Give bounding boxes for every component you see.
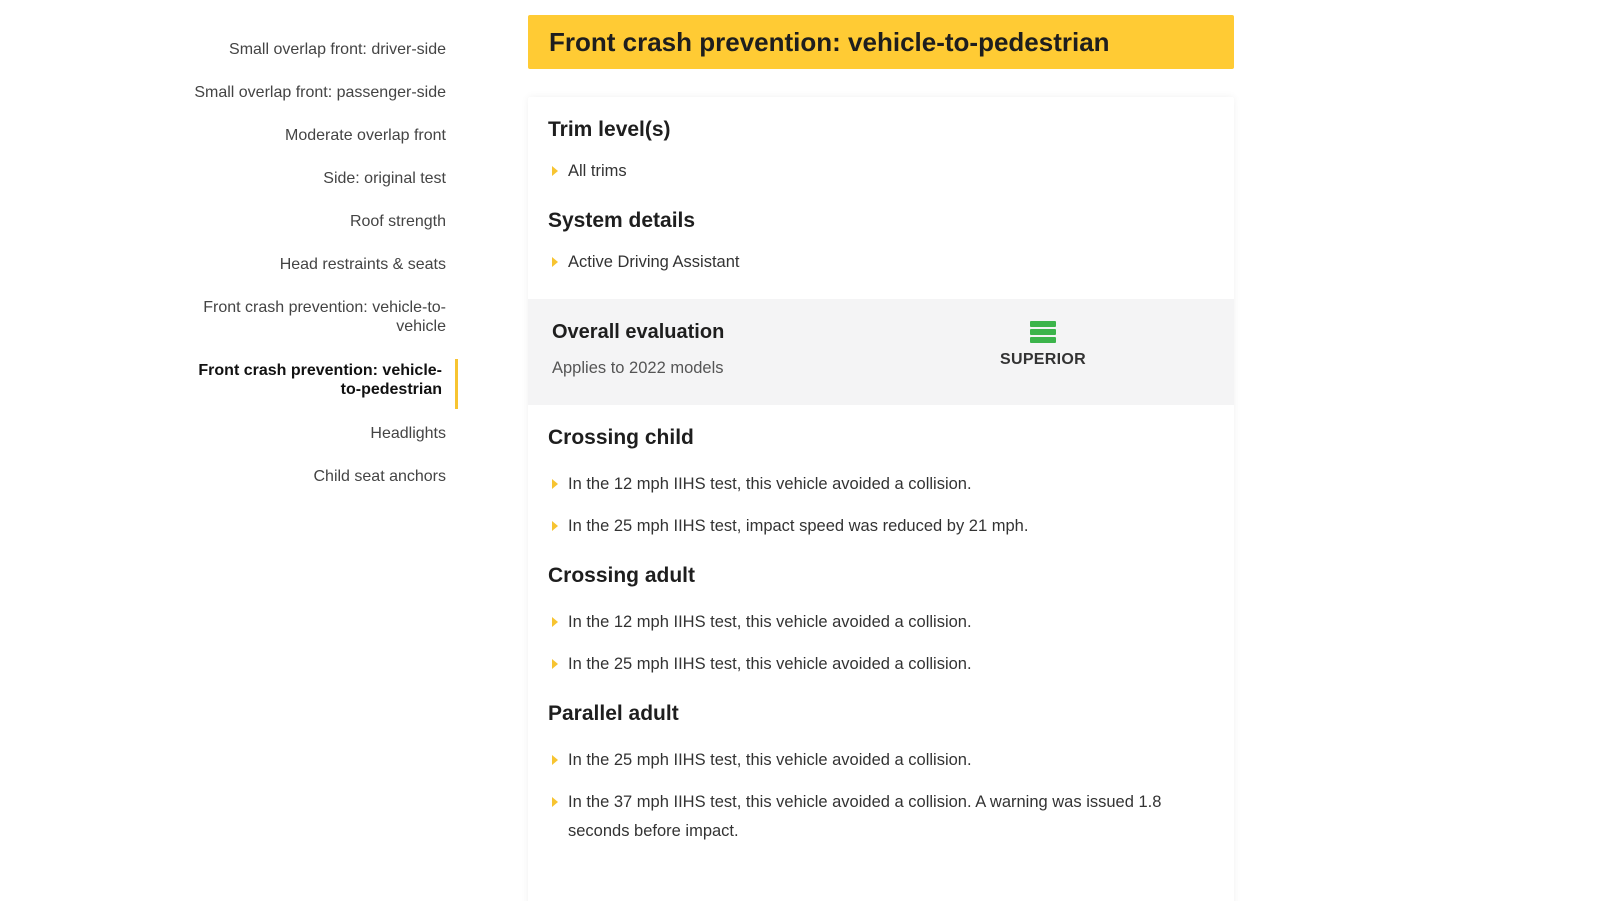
sidebar-item-moderate-overlap[interactable] [0, 126, 458, 145]
list-item-text: In the 12 mph IIHS test, this vehicle avoided a collision. [568, 613, 972, 631]
trim-section [528, 97, 1234, 186]
sidebar-item-fcp-vehicle[interactable] [0, 298, 458, 336]
sidebar-item-label: Head restraints & seats [279, 256, 446, 273]
list-item-text: In the 25 mph IIHS test, this vehicle avoided a collision. [568, 751, 972, 769]
sidebar-item-side-original[interactable] [0, 169, 458, 188]
sidebar-item-fcp-pedestrian[interactable] [0, 361, 458, 399]
sidebar-item-label: Small overlap front: passenger-side [194, 84, 446, 101]
bullet-arrow-icon [552, 521, 558, 531]
rating-badge [988, 321, 1098, 369]
sidebar-item-label: Small overlap front: driver-side [229, 41, 446, 58]
bullet-arrow-icon [552, 257, 558, 267]
section-heading: Trim level(s) [548, 118, 671, 141]
bullet-arrow-icon [552, 797, 558, 807]
list-item [548, 470, 1214, 499]
sidebar-item-small-overlap-passenger[interactable] [0, 83, 458, 102]
section-heading: Crossing adult [548, 564, 696, 587]
sidebar-item-label: Headlights [370, 425, 446, 442]
bullet-arrow-icon [552, 617, 558, 627]
sidebar-item-label: Front crash prevention: vehicle-to-vehicle [203, 299, 446, 335]
system-section [528, 186, 1234, 277]
sidebar-item-headlights[interactable] [0, 424, 458, 443]
sidebar-item-label: Roof strength [349, 213, 446, 230]
bullet-arrow-icon [552, 166, 558, 176]
sidebar-nav [0, 36, 458, 486]
results-card [528, 97, 1234, 901]
sidebar-item-label: Front crash prevention: vehicle-to-pedestrian [198, 362, 442, 398]
sidebar-item-label: Side: original test [323, 170, 446, 187]
sidebar-item-label: Child seat anchors [313, 468, 446, 485]
page-title: Front crash prevention: vehicle-to-pedestrian [528, 15, 1234, 69]
three-bar-rating-icon [1030, 321, 1056, 343]
section-heading: Parallel adult [548, 702, 679, 725]
overall-subtitle: Applies to 2022 models [552, 359, 724, 377]
list-item-text: In the 37 mph IIHS test, this vehicle avoided a collision. A warning was issued 1.8 seconds before impact. [568, 793, 1162, 840]
sidebar-item-label: Moderate overlap front [285, 127, 446, 144]
sidebar-item-roof-strength[interactable] [0, 212, 458, 231]
active-indicator [455, 359, 458, 409]
sidebar-item-head-restraints[interactable] [0, 255, 458, 274]
list-item [548, 248, 1214, 277]
list-item-text: In the 25 mph IIHS test, impact speed was reduced by 21 mph. [568, 517, 1029, 535]
bullet-arrow-icon [552, 479, 558, 489]
section-heading: Crossing child [548, 426, 694, 449]
list-item [548, 608, 1214, 637]
list-item [548, 157, 1214, 186]
parallel-adult-section [528, 679, 1234, 846]
crossing-child-section [528, 405, 1234, 541]
rating-label: SUPERIOR [1000, 351, 1086, 368]
crossing-adult-section [528, 541, 1234, 679]
sidebar-item-child-seat-anchors[interactable] [0, 467, 458, 486]
overall-heading: Overall evaluation [552, 321, 725, 343]
list-item-text: In the 25 mph IIHS test, this vehicle avoided a collision. [568, 655, 972, 673]
list-item-text: Active Driving Assistant [568, 253, 740, 271]
list-item-text: In the 12 mph IIHS test, this vehicle avoided a collision. [568, 475, 972, 493]
list-item [548, 512, 1214, 541]
list-item [548, 788, 1214, 846]
bullet-arrow-icon [552, 659, 558, 669]
list-item [548, 746, 1214, 775]
section-heading: System details [548, 209, 696, 232]
sidebar-item-small-overlap-driver[interactable] [0, 40, 458, 59]
list-item [548, 650, 1214, 679]
overall-evaluation [528, 299, 1234, 405]
bullet-arrow-icon [552, 755, 558, 765]
list-item-text: All trims [568, 162, 627, 180]
main-content [528, 15, 1234, 901]
